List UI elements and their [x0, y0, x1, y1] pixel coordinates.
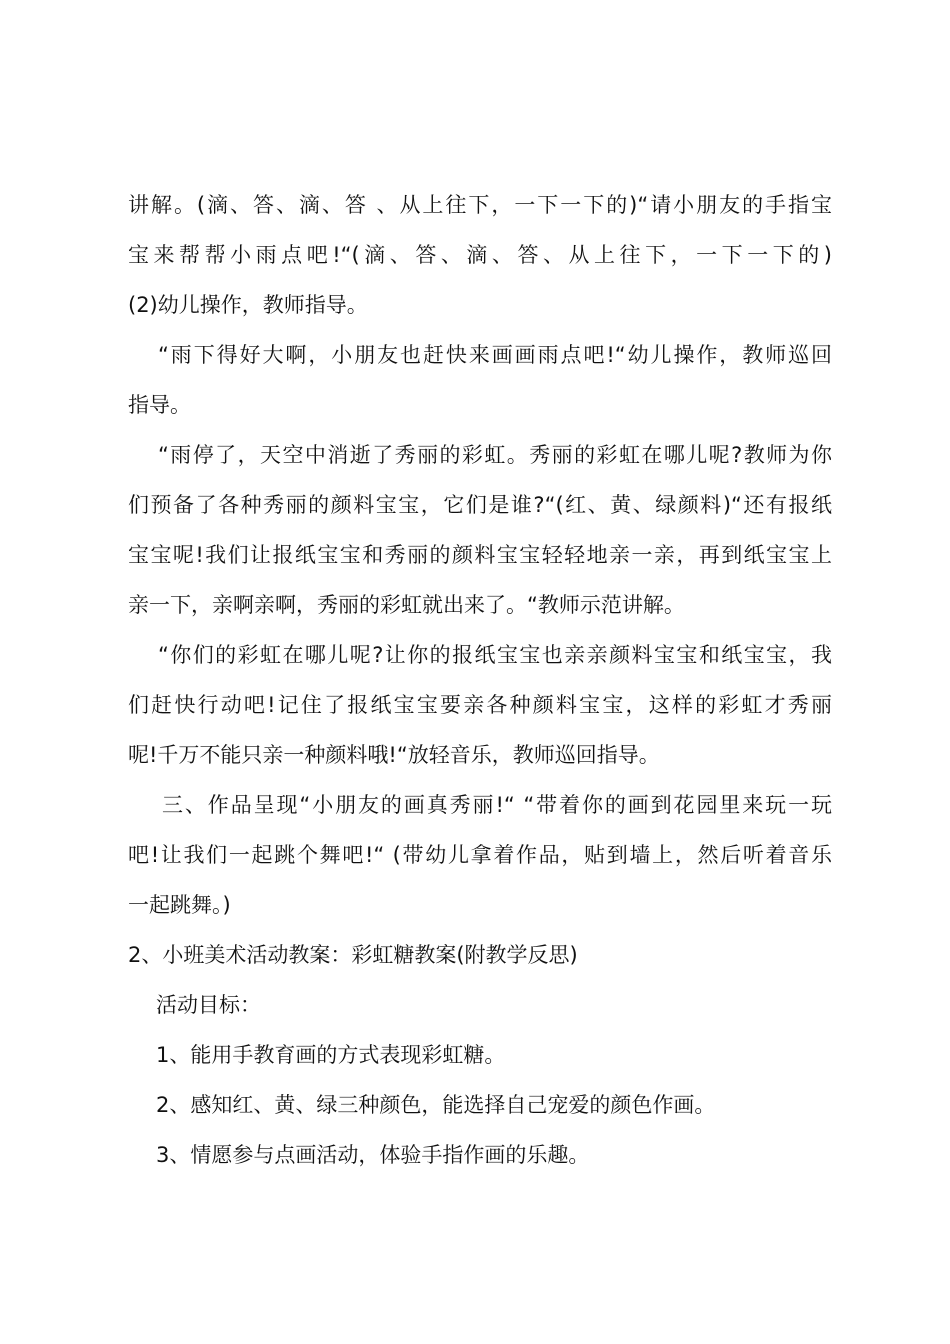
section-heading: 2、小班美术活动教案：彩虹糖教案(附教学反思)	[128, 943, 578, 967]
text-line: 们预备了各种秀丽的颜料宝宝，它们是谁?“(红、黄、绿颜料)“还有报纸	[128, 493, 832, 517]
document-body	[128, 180, 832, 1180]
list-item: 2、感知红、黄、绿三种颜色，能选择自己宠爱的颜色作画。	[156, 1093, 716, 1117]
text-line: “雨停了，天空中消逝了秀丽的彩虹。秀丽的彩虹在哪儿呢?教师为你	[158, 443, 832, 467]
text-line: 们赶快行动吧!记住了报纸宝宝要亲各种颜料宝宝，这样的彩虹才秀丽	[128, 693, 832, 717]
text-line: 宝来帮帮小雨点吧!“(滴、答、滴、答、从上往下，一下一下的)	[128, 243, 832, 267]
text-line: 指导。	[128, 393, 191, 417]
subheading: 活动目标：	[156, 993, 261, 1017]
list-item: 3、情愿参与点画活动，体验手指作画的乐趣。	[156, 1143, 590, 1167]
list-item: 1、能用手教育画的方式表现彩虹糖。	[156, 1043, 506, 1067]
text-line: 三、作品呈现“小朋友的画真秀丽!“ “带着你的画到花园里来玩一玩	[162, 793, 832, 817]
text-line: “你们的彩虹在哪儿呢?让你的报纸宝宝也亲亲颜料宝宝和纸宝宝，我	[158, 643, 832, 667]
text-line: “雨下得好大啊，小朋友也赶快来画画雨点吧!“幼儿操作，教师巡回	[158, 343, 832, 367]
text-line: 亲一下，亲啊亲啊，秀丽的彩虹就出来了。“教师示范讲解。	[128, 593, 685, 617]
text-line: (2)幼儿操作，教师指导。	[128, 293, 368, 317]
text-line: 呢!千万不能只亲一种颜料哦!“放轻音乐，教师巡回指导。	[128, 743, 660, 767]
text-line: 一起跳舞。)	[128, 893, 231, 917]
text-line: 吧!让我们一起跳个舞吧!“ (带幼儿拿着作品，贴到墙上，然后听着音乐	[128, 843, 832, 867]
text-line: 宝宝呢!我们让报纸宝宝和秀丽的颜料宝宝轻轻地亲一亲，再到纸宝宝上	[128, 543, 832, 567]
text-line: 讲解。(滴、答、滴、答 、从上往下，一下一下的)“请小朋友的手指宝	[128, 193, 832, 217]
